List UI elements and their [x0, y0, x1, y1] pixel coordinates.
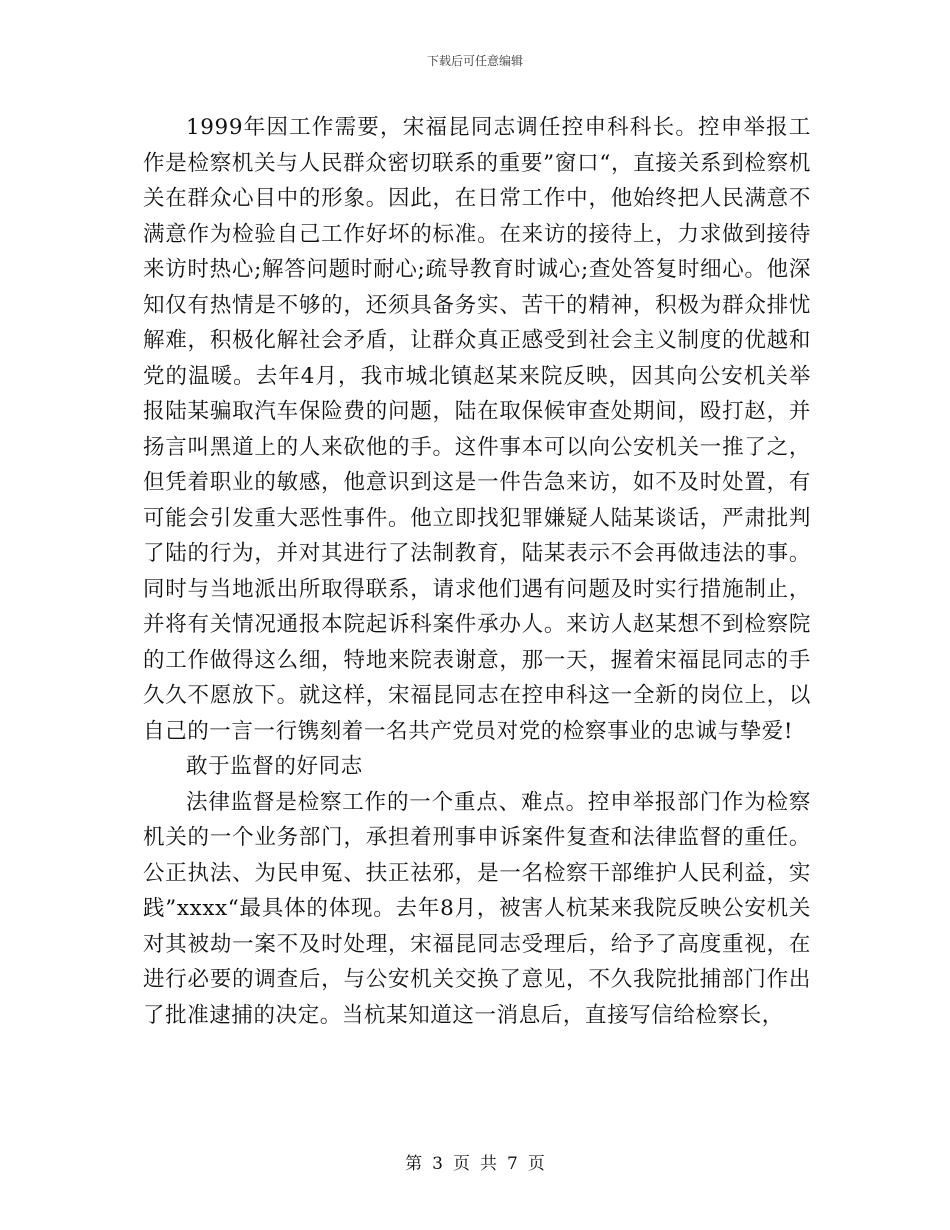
page-header: 下载后可任意编辑 — [426, 54, 523, 68]
document-body — [143, 110, 811, 1033]
body-paragraph: 法律监督是检察工作的一个重点、难点。控申举报部门作为检察机关的一个业务部门，承担着刑事申诉案件复查和法律监督的重任。公正执法、为民申冤、扶正祛邪，是一名检察干部维护人民利益，实践”xxxx“最具体的体现。去年8月，被害人杭某来我院反映公安机关对其被劫一案不及时处理，宋福昆同志受理后，给予了高度重视，在进行必要的调查后，与公安机关交换了意见，不久我院批捕部门作出了批准逮捕的决定。当杭某知道这一消息后，直接写信给检察长， — [143, 789, 811, 1028]
page-label: 第 — [405, 1154, 423, 1174]
total-label: 共 — [480, 1154, 497, 1174]
section-heading: 敢于监督的好同志 — [186, 754, 363, 779]
current-page-number: 3 — [432, 1154, 443, 1174]
page-unit-label: 页 — [527, 1154, 545, 1174]
body-paragraph: 1999年因工作需要，宋福昆同志调任控申科科长。控申举报工作是检察机关与人民群众密切联系的重要”窗口“，直接关系到检察机关在群众心目中的形象。因此，在日常工作中，他始终把人民满意不满意作为检验自己工作好坏的标准。在来访的接待上，力求做到接待来访时热心;解答问题时耐心;疏导教育时诚心;查处答复时细心。他深知仅有热情是不够的，还须具备务实、苦干的精神，积极为群众排忧解难，积极化解社会矛盾，让群众真正感受到社会主义制度的优越和党的温暖。去年4月，我市城北镇赵某来院反映，因其向公安机关举报陆某骗取汽车保险费的问题，陆在取保候审查处期间，殴打赵，并扬言叫黑道上的人来砍他的手。这件事本可以向公安机关一推了之，但凭着职业的敏感，他意识到这是一件告急来访，如不及时处置，有可能会引发重大恶性事件。他立即找犯罪嫌疑人陆某谈话，严肃批判了陆的行为，并对其进行了法制教育，陆某表示不会再做违法的事。同时与当地派出所取得联系，请求他们遇有问题及时实行措施制止，并将有关情况通报本院起诉科案件承办人。来访人赵某想不到检察院的工作做得这么细，特地来院表谢意，那一天，握着宋福昆同志的手久久不愿放下。就这样，宋福昆同志在控申科这一全新的岗位上，以自己的一言一行镌刻着一名共产党员对党的检察事业的忠诚与挚爱! — [143, 115, 811, 744]
page-unit-label: 页 — [453, 1154, 470, 1174]
total-pages-number: 7 — [507, 1154, 518, 1174]
page-footer — [0, 1153, 950, 1175]
